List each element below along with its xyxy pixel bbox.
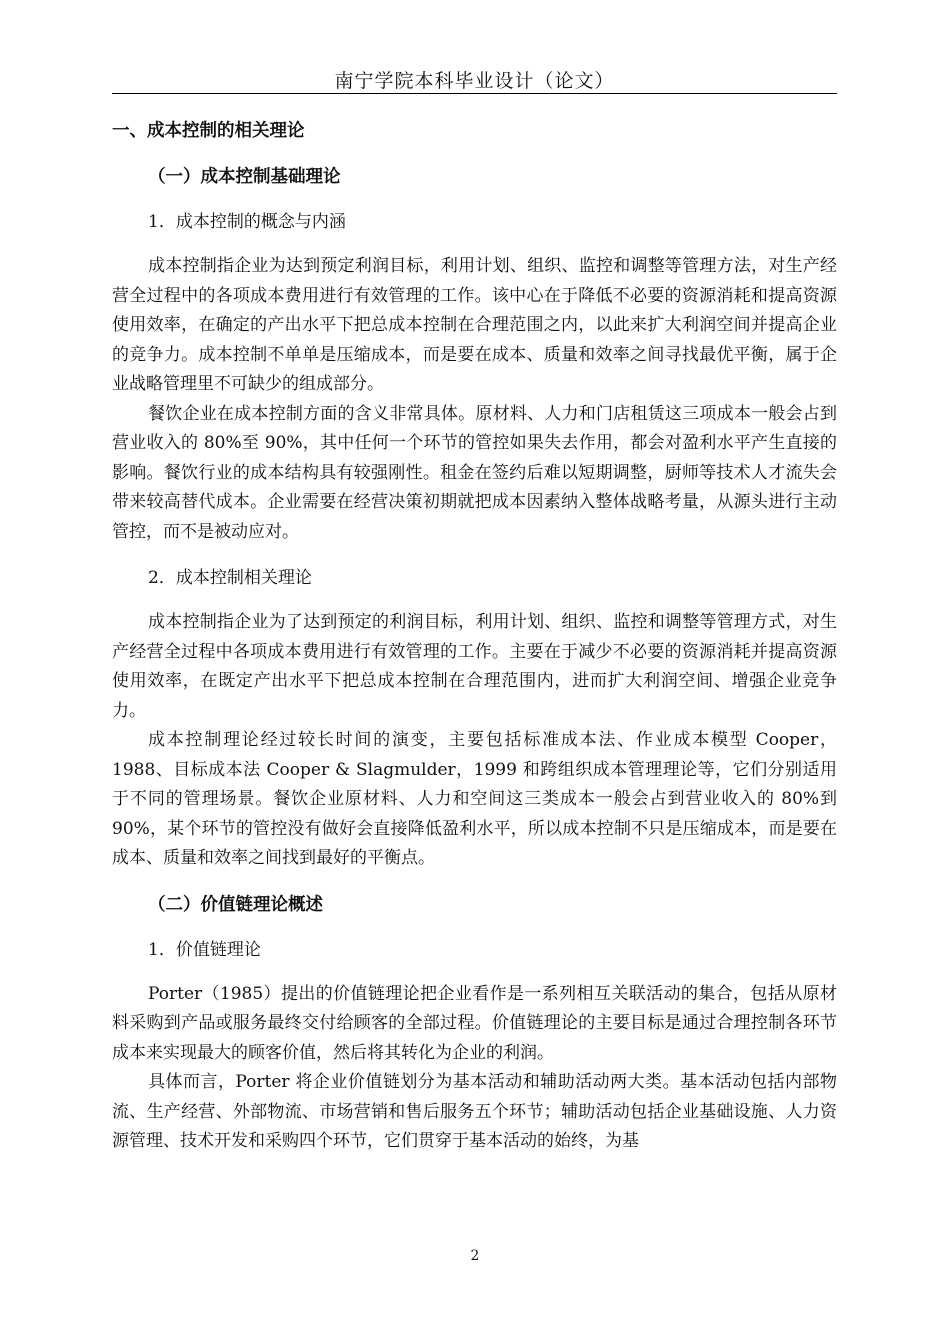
body-paragraph: 成本控制指企业为达到预定利润目标，利用计划、组织、监控和调整等管理方法，对生产经营全过程中的各项成本费用进行有效管理的工作。该中心在于降低不必要的资源消耗和提高资源使用效率，在确定的产出水平下把总成本控制在合理范围之内，以此来扩大利润空间并提高企业的竞争力。成本控制不单单是压缩成本，而是要在成本、质量和效率之间寻找最优平衡，属于企业战略管理里不可缺少的组成部分。 bbox=[112, 256, 837, 394]
body-paragraph: 餐饮企业在成本控制方面的含义非常具体。原材料、人力和门店租赁这三项成本一般会占到营业收入的 80%至 90%，其中任何一个环节的管控如果失去作用，都会对盈利水平产生直接的影响。餐饮行业的成本结构具有较强刚性。租金在签约后难以短期调整，厨师等技术人才流失会带来较高替代成本。企业需要在经营决策初期就把成本因素纳入整体战略考量，从源头进行主动管控，而不是被动应对。 bbox=[112, 403, 837, 542]
section-heading: 一、成本控制的相关理论 bbox=[112, 121, 305, 141]
page-header-title: 南宁学院本科毕业设计（论文） bbox=[334, 70, 615, 92]
subsection-heading-value-chain: （二）价值链理论概述 bbox=[148, 894, 323, 915]
body-paragraph: 具体而言，Porter 将企业价值链划分为基本活动和辅助活动两大类。基本活动包括内部物流、生产经营、外部物流、市场营销和售后服务五个环节；辅助活动包括企业基础设施、人力资源管理、技术开发和采购四个环节，它们贯穿于基本活动的始终，为基 bbox=[112, 1072, 837, 1151]
main-content bbox=[112, 116, 837, 1157]
item-heading-concept: 1．成本控制的概念与内涵 bbox=[148, 212, 346, 232]
body-paragraph: 成本控制理论经过较长时间的演变，主要包括标准成本法、作业成本模型 Cooper，1988、目标成本法 Cooper & Slagmulder，1999 和跨组织成本管理理论等，它们分别适用于不同的管理场景。餐饮企业原材料、人力和空间这三类成本一般会占到营业收入的 80%到 90%，某个环节的管控没有做好会直接降低盈利水平，所以成本控制不只是压缩成本，而是要在成本、质量和效率之间找到最好的平衡点。 bbox=[112, 730, 837, 868]
body-paragraph: 成本控制指企业为了达到预定的利润目标，利用计划、组织、监控和调整等管理方式，对生产经营全过程中各项成本费用进行有效管理的工作。主要在于减少不必要的资源消耗并提高资源使用效率，在既定产出水平下把总成本控制在合理范围内，进而扩大利润空间、增强企业竞争力。 bbox=[112, 612, 837, 721]
header-divider bbox=[112, 93, 837, 94]
item-heading-value-chain-theory: 1．价值链理论 bbox=[148, 939, 261, 960]
item-heading-related-theory: 2．成本控制相关理论 bbox=[148, 568, 312, 588]
body-paragraph: Porter（1985）提出的价值链理论把企业看作是一系列相互关联活动的集合，包括从原材料采购到产品或服务最终交付给顾客的全部过程。价值链理论的主要目标是通过合理控制各环节成本来实现最大的顾客价值，然后将其转化为企业的利润。 bbox=[112, 983, 837, 1063]
page-number: 2 bbox=[470, 1248, 480, 1264]
subsection-heading-basic-theory: （一）成本控制基础理论 bbox=[148, 167, 341, 187]
